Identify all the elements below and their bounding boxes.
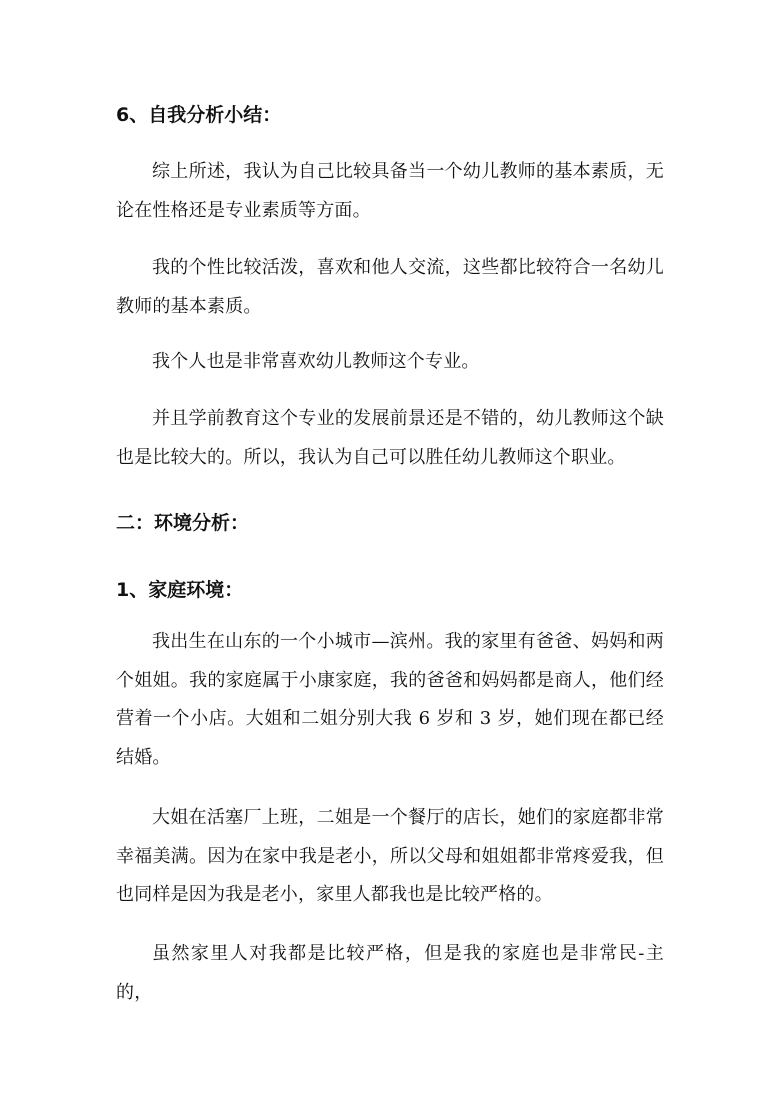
section-heading-self-analysis-summary: 6、自我分析小结： [116, 104, 282, 126]
paragraph: 并且学前教育这个专业的发展前景还是不错的，幼儿教师这个缺也是比较大的。所以，我认为自己可以胜任幼儿教师这个职业。 [116, 408, 664, 468]
section-heading-environment-analysis: 二：环境分析： [116, 512, 250, 534]
paragraph: 综上所述，我认为自己比较具备当一个幼儿教师的基本素质，无论在性格还是专业素质等方面。 [116, 161, 664, 221]
section-heading-family-environment: 1、家庭环境： [116, 579, 244, 601]
paragraph: 我的个性比较活泼，喜欢和他人交流，这些都比较符合一名幼儿教师的基本素质。 [116, 257, 664, 317]
paragraph: 我出生在山东的一个小城市—滨州。我的家里有爸爸、妈妈和两个姐姐。我的家庭属于小康家庭，我的爸爸和妈妈都是商人，他们经营着一个小店。大姐和二姐分别大我 6 岁和 3 岁，她们现在都已经结婚。 [116, 631, 664, 769]
paragraph: 虽然家里人对我都是比较严格，但是我的家庭也是非常民-主的， [116, 943, 664, 1003]
paragraph: 大姐在活塞厂上班，二姐是一个餐厅的店长，她们的家庭都非常幸福美满。因为在家中我是老小，所以父母和姐姐都非常疼爱我，但也同样是因为我是老小，家里人都我也是比较严格的。 [116, 807, 664, 906]
paragraph: 我个人也是非常喜欢幼儿教师这个专业。 [152, 351, 480, 372]
